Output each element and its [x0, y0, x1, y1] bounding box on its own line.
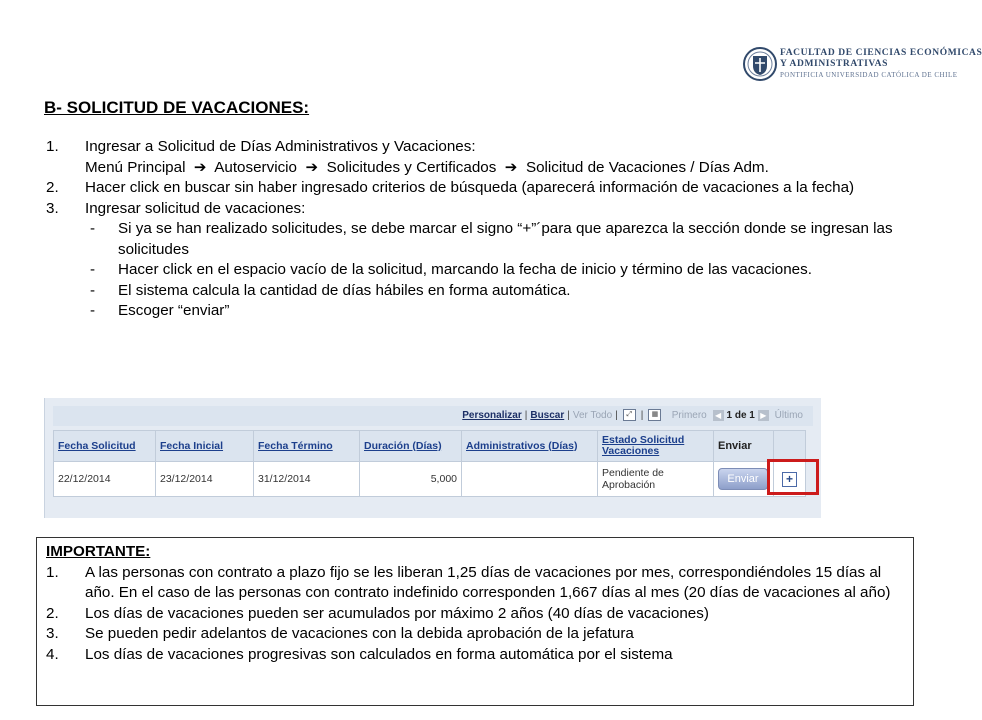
substep-text: El sistema calcula la cantidad de días hábiles en forma automática. — [118, 281, 571, 299]
item-text: A las personas con contrato a plazo fijo se les liberan 1,25 días de vacaciones por mes, correspondiéndoles 15 días al año. En el caso de las personas con contrato indefinido corresponden 1,667 días al mes (20 días de vacaciones al año) — [85, 563, 891, 601]
vacation-grid-screenshot — [44, 398, 821, 518]
important-item — [46, 563, 905, 604]
substep: - Hacer click en el espacio vacío de la solicitud, marcando la fecha de inicio y término de las vacaciones. — [90, 261, 812, 278]
crest-icon — [742, 42, 778, 86]
pager-text: 1 de 1 — [726, 410, 755, 421]
zoom-grid-icon[interactable]: ⤢ — [623, 409, 636, 421]
instruction-steps — [46, 137, 936, 322]
step-text: Hacer click en buscar sin haber ingresado criterios de búsqueda (aparecerá información de vacaciones a la fecha) — [85, 179, 855, 196]
item-text: Los días de vacaciones pueden ser acumulados por máximo 2 años (40 días de vacaciones) — [85, 604, 709, 622]
column-header[interactable]: Fecha Inicial — [156, 431, 254, 462]
cell-fecha-solicitud[interactable]: 22/12/2014 — [54, 462, 156, 497]
primero-link[interactable]: Primero — [671, 410, 707, 421]
substep-text: Si ya se han realizado solicitudes, se debe marcar el signo “+”´para que aparezca la sección donde se ingresan las solicitudes — [118, 220, 893, 258]
add-row-icon[interactable]: + — [782, 472, 797, 487]
vacation-requests-table — [53, 430, 806, 497]
step-number: 1. — [46, 138, 59, 155]
menu-path-item: Autoservicio — [214, 158, 297, 176]
cell-fecha-inicial[interactable]: 23/12/2014 — [156, 462, 254, 497]
step-number: 2. — [46, 179, 59, 196]
item-number: 4. — [46, 645, 59, 663]
cell-fecha-termino[interactable]: 31/12/2014 — [254, 462, 360, 497]
important-item — [46, 645, 905, 666]
important-item — [46, 624, 905, 645]
substep-list — [85, 219, 936, 322]
grid-toolbar: Personalizar | Buscar | Ver Todo | ⤢ | ▦ Primero ◀ 1 de 1 ▶ Último — [53, 406, 813, 426]
substep-text: Escoger “enviar” — [118, 302, 230, 319]
step-number: 3. — [46, 199, 59, 217]
personalizar-link[interactable]: Personalizar — [462, 410, 522, 421]
highlight-box — [767, 459, 819, 495]
buscar-link[interactable]: Buscar — [530, 410, 565, 421]
step-text: Ingresar a Solicitud de Días Administrativos y Vacaciones: — [85, 138, 476, 155]
ver-todo-link[interactable]: Ver Todo — [572, 410, 613, 421]
section-title: B- SOLICITUD DE VACACIONES: — [44, 98, 310, 117]
item-text: Se pueden pedir adelantos de vacaciones con la debida aprobación de la jefatura — [85, 625, 634, 642]
substep: - Si ya se han realizado solicitudes, se debe marcar el signo “+”´para que aparezca la sección donde se ingresan las solicitudes — [90, 220, 893, 258]
column-header[interactable]: Duración (Días) — [360, 431, 462, 462]
column-header: Enviar — [714, 431, 774, 462]
item-number: 1. — [46, 563, 59, 581]
substep: - El sistema calcula la cantidad de días hábiles en forma automática. — [90, 281, 571, 299]
item-number: 2. — [46, 604, 59, 622]
arrow-right-icon: ➔ — [500, 158, 522, 176]
important-title: IMPORTANTE: — [46, 543, 151, 560]
step-1 — [46, 137, 936, 178]
item-text: Los días de vacaciones progresivas son calculados en forma automática por el sistema — [85, 645, 673, 663]
step-2 — [46, 178, 936, 199]
menu-path-item: Menú Principal — [85, 158, 186, 176]
substep: - Escoger “enviar” — [90, 302, 230, 319]
logo-line-3: PONTIFICIA UNIVERSIDAD CATÓLICA DE CHILE — [780, 71, 958, 79]
arrow-right-icon: ➔ — [189, 158, 211, 176]
substep-text: Hacer click en el espacio vacío de la solicitud, marcando la fecha de inicio y término de las vacaciones. — [118, 261, 812, 278]
column-header[interactable]: Fecha Solicitud — [54, 431, 156, 462]
logo-line-1: FACULTAD DE CIENCIAS ECONÓMICAS — [780, 48, 982, 58]
previous-arrow-icon[interactable]: ◀ — [713, 410, 724, 421]
download-grid-icon[interactable]: ▦ — [648, 409, 661, 421]
cell-enviar — [714, 462, 774, 497]
menu-path-item: Solicitudes y Certificados — [326, 158, 497, 176]
important-notes-box — [36, 537, 914, 706]
next-arrow-icon[interactable]: ▶ — [758, 410, 769, 421]
cell-estado: Pendiente de Aprobación — [598, 462, 714, 497]
ultimo-link[interactable]: Último — [774, 410, 803, 421]
column-header[interactable]: Administrativos (Días) — [462, 431, 598, 462]
enviar-button[interactable]: Enviar — [718, 468, 768, 490]
important-item — [46, 604, 905, 625]
menu-path-item: Solicitud de Vacaciones / Días Adm. — [525, 158, 769, 176]
table-header-row — [54, 431, 806, 462]
menu-path — [85, 158, 936, 179]
column-header-empty — [774, 431, 806, 462]
faculty-logo — [742, 42, 982, 90]
step-3 — [46, 199, 936, 322]
cell-administrativos[interactable] — [462, 462, 598, 497]
cell-duracion[interactable]: 5,000 — [360, 462, 462, 497]
column-header[interactable]: Fecha Término — [254, 431, 360, 462]
step-text: Ingresar solicitud de vacaciones: — [85, 199, 306, 217]
item-number: 3. — [46, 625, 59, 642]
table-row[interactable] — [54, 462, 806, 497]
arrow-right-icon: ➔ — [301, 158, 323, 176]
logo-line-2: Y ADMINISTRATIVAS — [780, 59, 888, 69]
column-header[interactable]: Estado Solicitud Vacaciones — [598, 431, 714, 462]
